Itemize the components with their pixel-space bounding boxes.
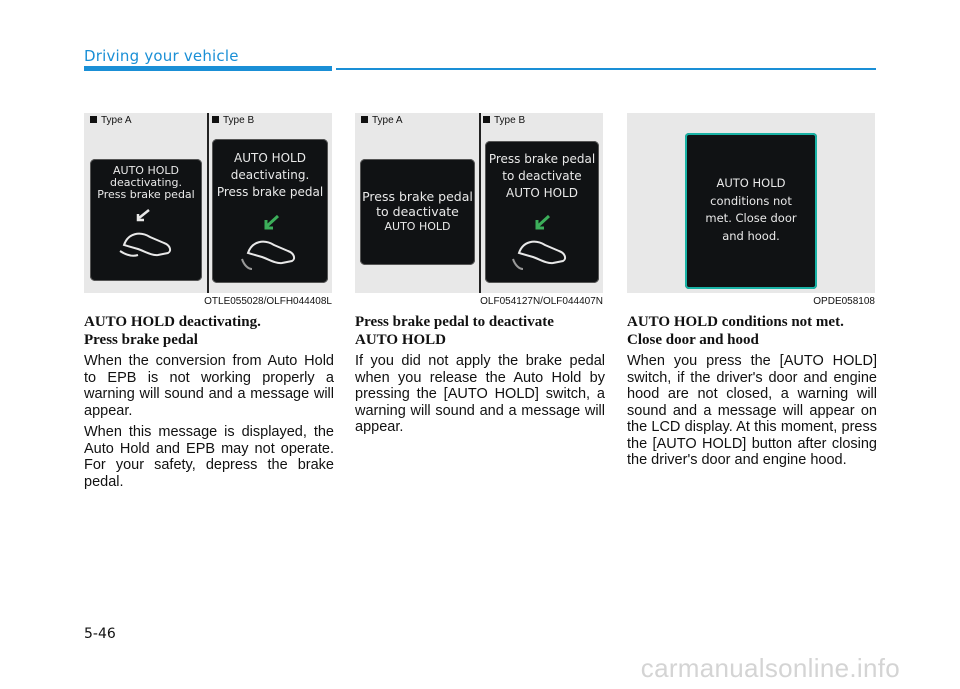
section-auto-hold-deactivating: [84, 314, 334, 495]
screen-message: AUTO HOLD deactivating. Press brake pedal: [97, 164, 195, 201]
brake-pedal-icon: [511, 231, 575, 271]
screen-message: Press brake pedal to deactivate AUTO HOLD: [362, 189, 473, 233]
type-a-label: Type A: [90, 115, 132, 126]
cluster-screen: [685, 133, 817, 289]
section-conditions-not-met: [627, 314, 877, 474]
body-paragraph: When the conversion from Auto Hold to EPB is not working properly a warning will sound and a message will appear.: [84, 353, 334, 419]
cluster-screen-type-a: [90, 159, 202, 281]
figure-conditions-not-met: [627, 113, 875, 293]
body-paragraph: When you press the [AUTO HOLD] switch, if the driver's door and engine hood are not closed, a warning will sound and a message will appear on the LCD display. At this moment, press the [AUTO HOLD] button after closing the driver's door and engine hood.: [627, 353, 877, 468]
section-heading: AUTO HOLD deactivating. Press brake pedal: [84, 314, 261, 348]
figure-caption: OLF054127N/OLF044407N: [480, 296, 603, 307]
section-heading: AUTO HOLD conditions not met. Close door and hood: [627, 314, 844, 348]
watermark: carmanualsonline.info: [640, 653, 900, 683]
screen-message: Press brake pedal to deactivate AUTO HOLD: [488, 152, 596, 200]
figure-divider: [207, 113, 209, 293]
cluster-screen-type-a: [360, 159, 475, 265]
brake-pedal-icon: [118, 225, 178, 261]
page-number: 5-46: [84, 626, 116, 642]
arrow-icon: [262, 215, 280, 231]
type-b-label: Type B: [212, 115, 254, 126]
body-paragraph: If you did not apply the brake pedal when you release the Auto Hold by pressing the [AUTO HOLD] switch, a warning will sound and a message will appear.: [355, 353, 605, 435]
arrow-icon: [533, 215, 551, 231]
section-title: Driving your vehicle: [84, 47, 239, 65]
arrow-icon: [135, 209, 151, 223]
figure-caption: OTLE055028/OLFH044408L: [204, 296, 332, 307]
screen-message: AUTO HOLD conditions not met. Close door and hood.: [705, 176, 797, 243]
brake-pedal-icon: [240, 231, 304, 271]
figure-press-brake-pedal: [355, 113, 603, 293]
cluster-screen-type-b: [485, 141, 599, 283]
screen-message: AUTO HOLD deactivating. Press brake pedal: [216, 151, 324, 199]
body-paragraph: When this message is displayed, the Auto Hold and EPB may not operate. For your safety, depress the brake pedal.: [84, 424, 334, 490]
cluster-screen-type-b: [212, 139, 328, 283]
type-a-label: Type A: [361, 115, 403, 126]
header-bar: [84, 66, 332, 71]
header-rule: [336, 68, 876, 70]
section-press-brake-pedal: [355, 314, 605, 441]
figure-auto-hold-deactivating: [84, 113, 332, 293]
section-heading: Press brake pedal to deactivate AUTO HOLD: [355, 314, 554, 348]
type-b-label: Type B: [483, 115, 525, 126]
figure-divider: [479, 113, 481, 293]
figure-caption: OPDE058108: [813, 296, 875, 307]
